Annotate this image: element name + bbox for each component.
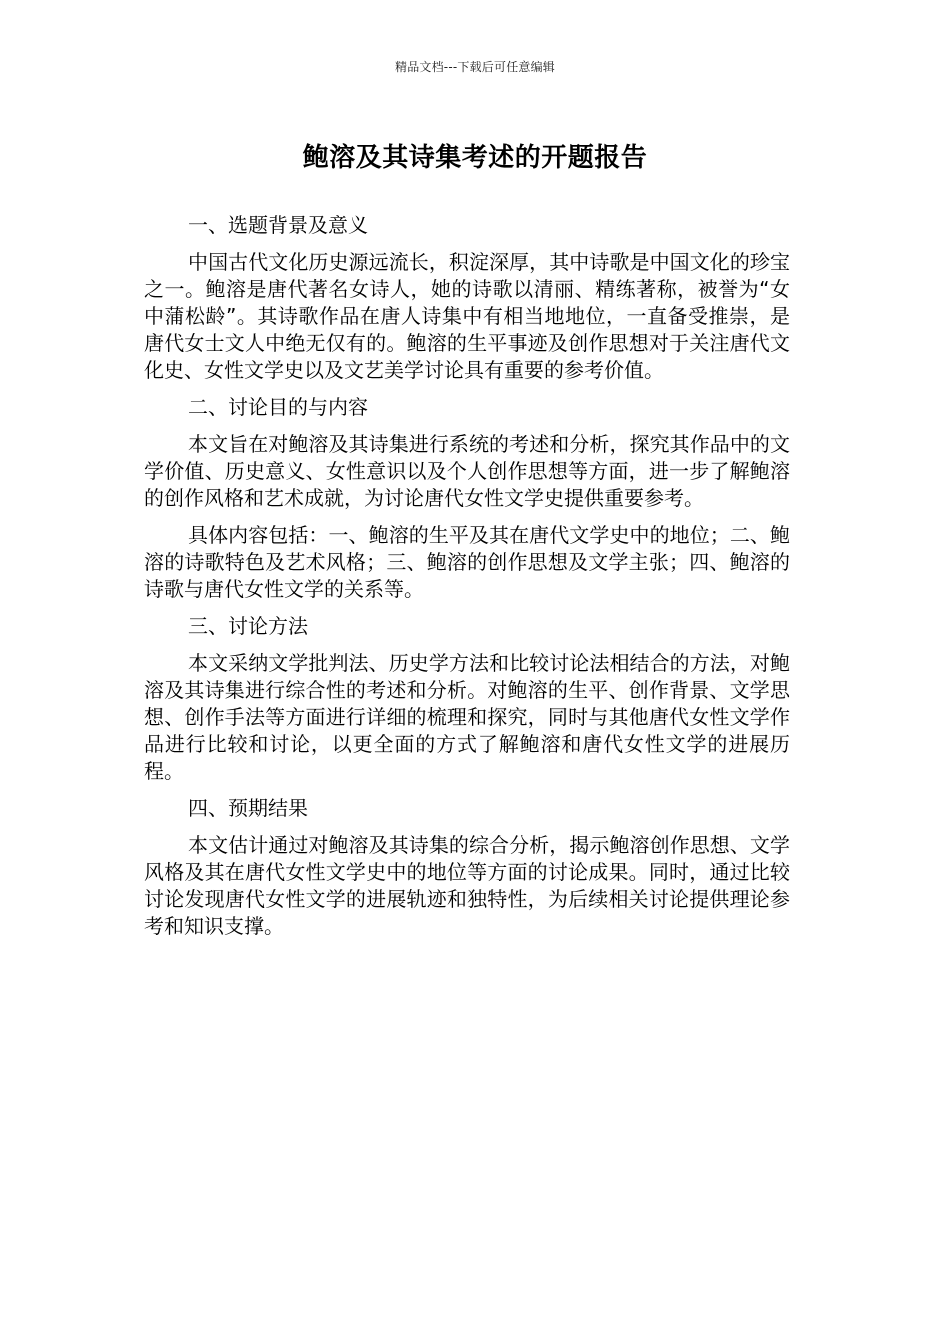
section-heading-background: 一、选题背景及意义 — [188, 213, 368, 237]
document-title: 鲍溶及其诗集考述的开题报告 — [302, 143, 648, 173]
paragraph-purpose: 本文旨在对鲍溶及其诗集进行系统的考述和分析，探究其作品中的文学价值、历史意义、女性意识以及个人创作思想等方面，进一步了解鲍溶的创作风格和艺术成就，为讨论唐代女性文学史提供重要参考。 — [144, 432, 790, 510]
section-heading-results: 四、预期结果 — [188, 796, 308, 820]
section-heading-purpose: 二、讨论目的与内容 — [188, 395, 368, 419]
paragraph-method: 本文采纳文学批判法、历史学方法和比较讨论法相结合的方法，对鲍溶及其诗集进行综合性的考述和分析。对鲍溶的生平、创作背景、文学思想、创作手法等方面进行详细的梳理和探究，同时与其他唐代女性文学作品进行比较和讨论，以更全面的方式了解鲍溶和唐代女性文学的进展历程。 — [144, 651, 790, 783]
paragraph-background: 中国古代文化历史源远流长，积淀深厚，其中诗歌是中国文化的珍宝之一。鲍溶是唐代著名女诗人，她的诗歌以清丽、精练著称，被誉为“女中蒲松龄”。其诗歌作品在唐人诗集中有相当地地位，一直备受推崇，是唐代女士文人中绝无仅有的。鲍溶的生平事迹及创作思想对于关注唐代文化史、女性文学史以及文艺美学讨论具有重要的参考价值。 — [144, 250, 790, 382]
paragraph-content-list: 具体内容包括：一、鲍溶的生平及其在唐代文学史中的地位；二、鲍溶的诗歌特色及艺术风格；三、鲍溶的创作思想及文学主张；四、鲍溶的诗歌与唐代女性文学的关系等。 — [144, 523, 790, 601]
page-header: 精品文档---下载后可任意编辑 — [395, 60, 555, 74]
section-heading-method: 三、讨论方法 — [188, 614, 308, 638]
document-body — [144, 212, 790, 950]
paragraph-results: 本文估计通过对鲍溶及其诗集的综合分析，揭示鲍溶创作思想、文学风格及其在唐代女性文学史中的地位等方面的讨论成果。同时，通过比较讨论发现唐代女性文学的进展轨迹和独特性，为后续相关讨论提供理论参考和知识支撑。 — [144, 833, 790, 938]
